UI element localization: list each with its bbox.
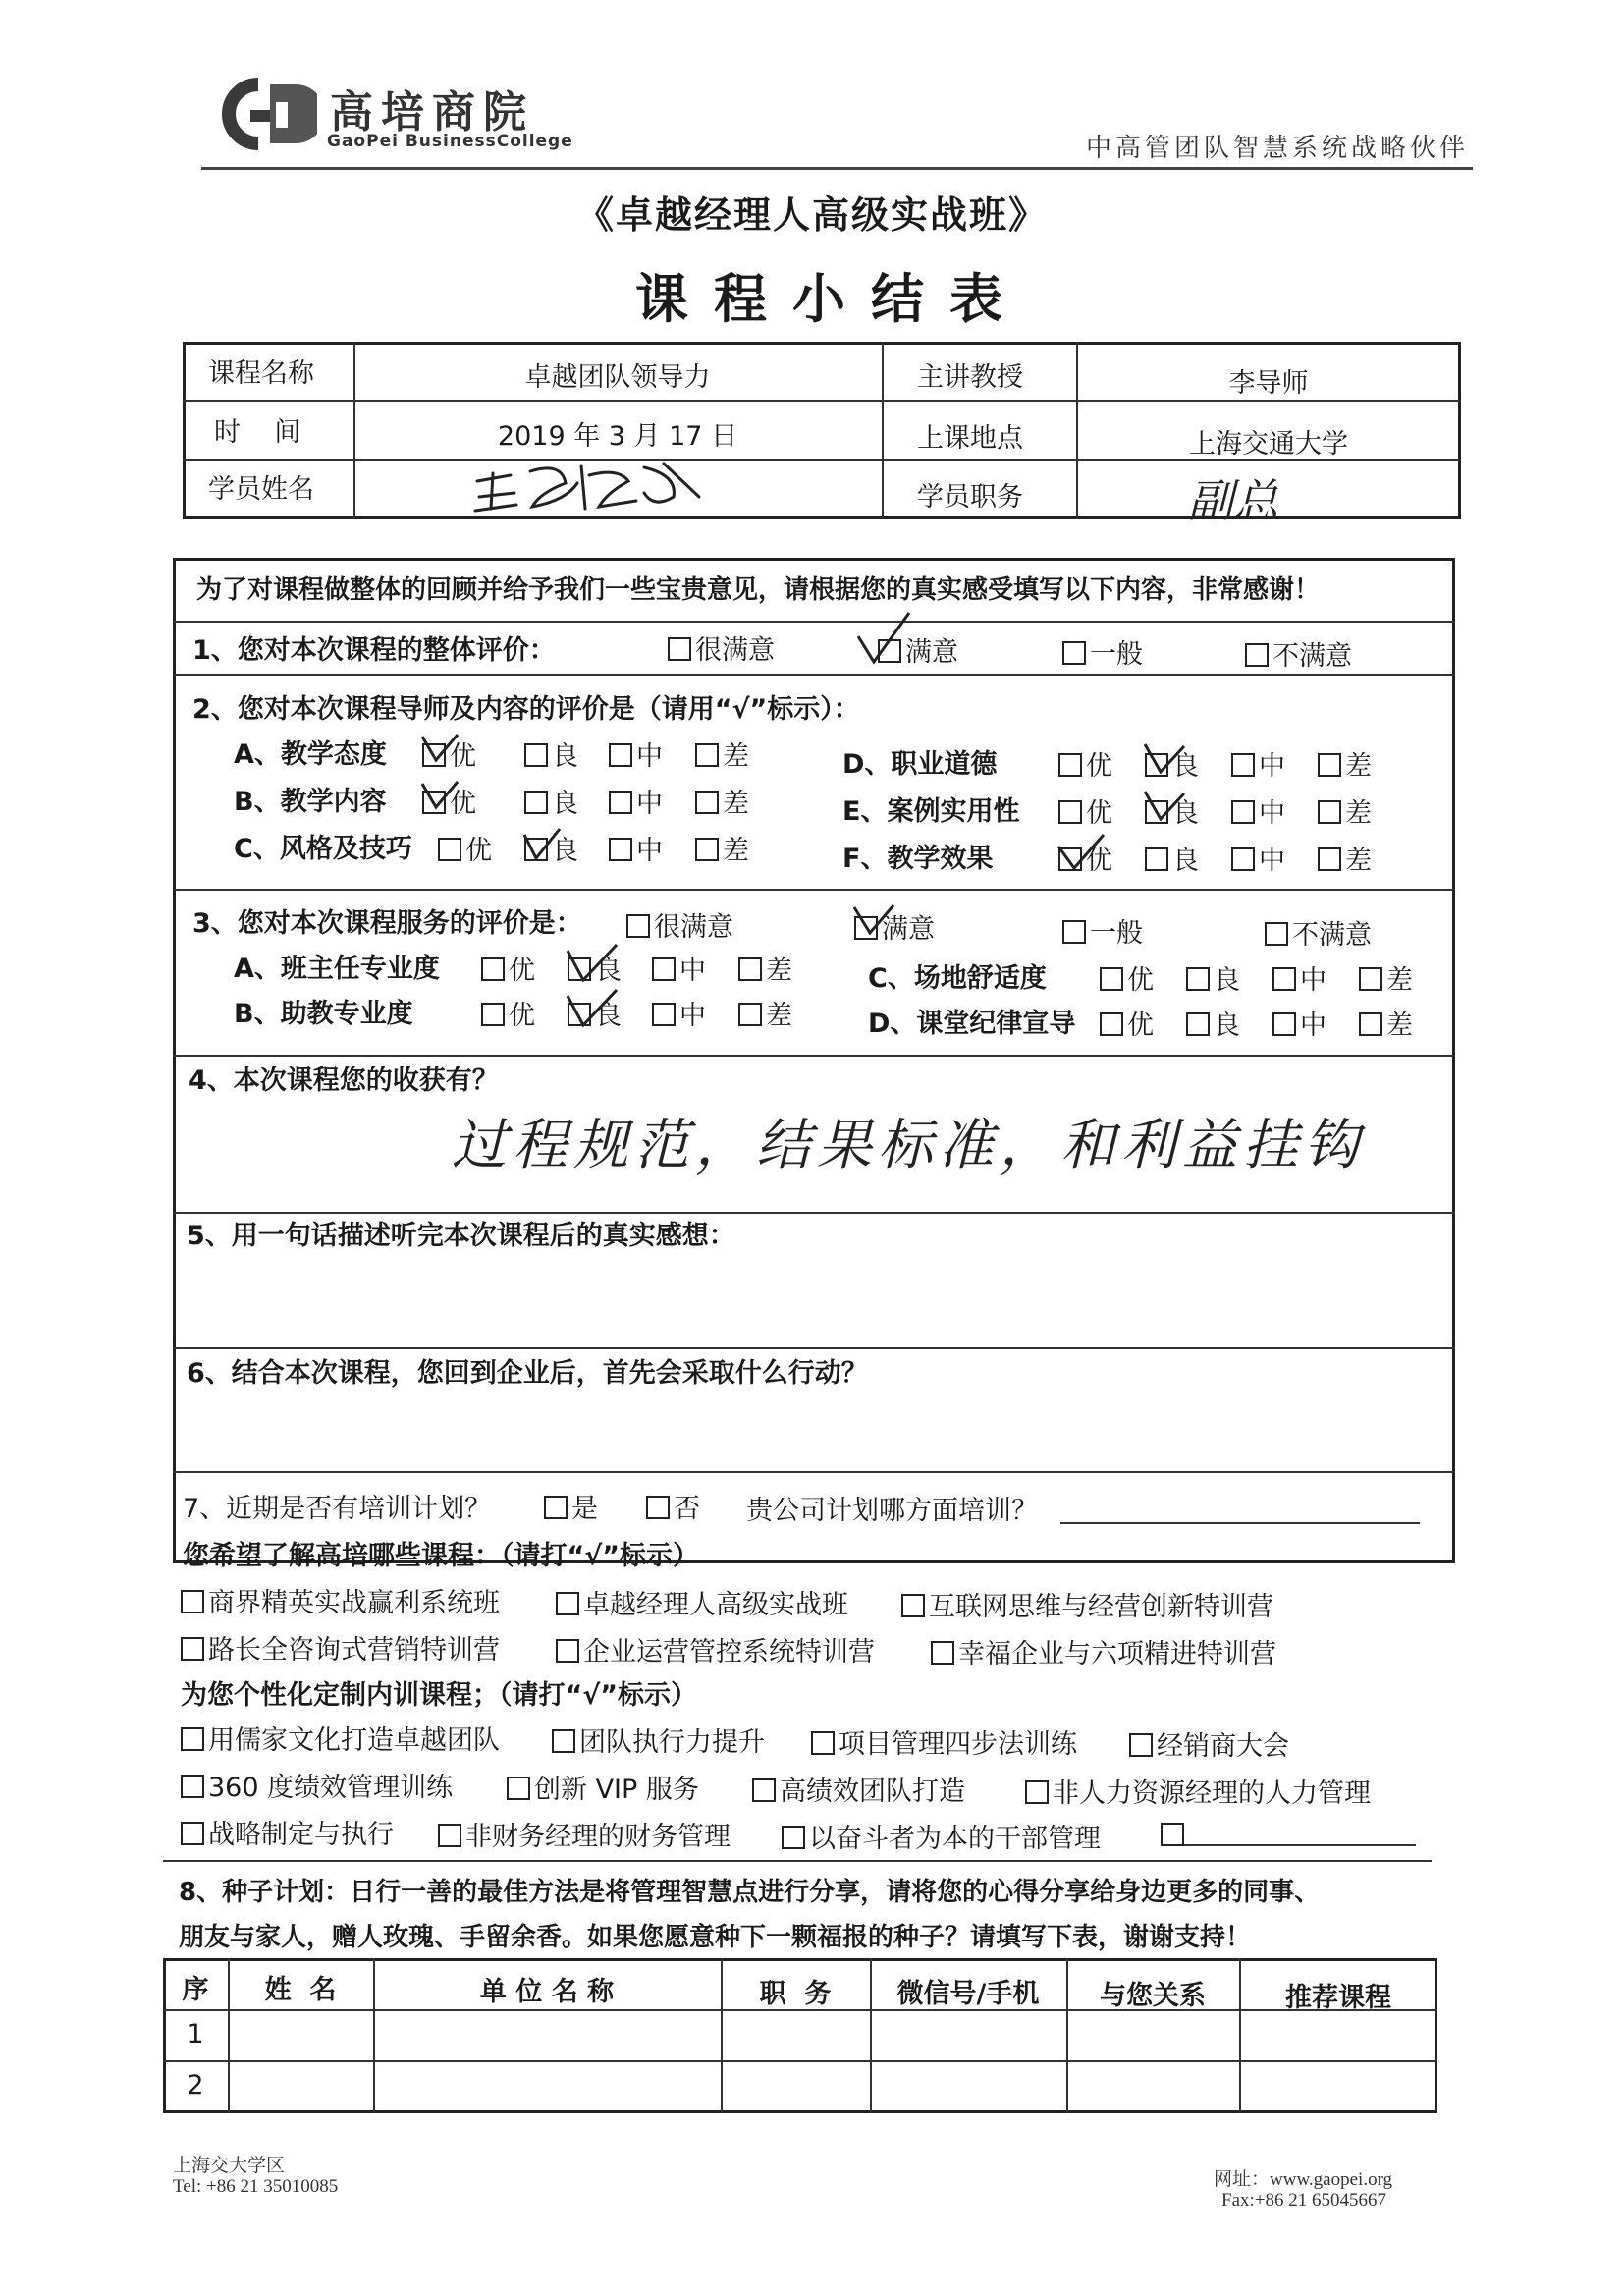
place-value[interactable]: 上海交通大学 bbox=[1189, 429, 1348, 460]
q8-text-line1: 8、种子计划：日行一善的最佳方法是将管理智慧点进行分享，请将您的心得分享给身边更多的同事、 bbox=[179, 1878, 1321, 1907]
referral-header-relation: 与您关系 bbox=[1100, 1981, 1206, 2011]
custom-course-option[interactable]: 非财务经理的财务管理 bbox=[438, 1815, 731, 1853]
q3-b-excellent[interactable]: 优 bbox=[481, 994, 535, 1032]
q2-label: 2、您对本次课程导师及内容的评价是（请用“√”标示）： bbox=[192, 694, 860, 725]
q3-d-fair[interactable]: 中 bbox=[1272, 1004, 1326, 1042]
custom-course-option[interactable]: 项目管理四步法训练 bbox=[811, 1722, 1077, 1761]
referral-header-course: 推荐课程 bbox=[1285, 1983, 1391, 2013]
q2-a-good[interactable]: 良 bbox=[524, 735, 578, 773]
custom-course-option[interactable]: 360 度绩效管理训练 bbox=[181, 1766, 453, 1804]
q3-b-poor[interactable]: 差 bbox=[738, 994, 792, 1032]
q2-b-excellent[interactable]: 优 bbox=[422, 782, 476, 820]
logo-english-name: GaoPei BusinessCollege bbox=[327, 132, 573, 151]
teacher-value[interactable]: 李导师 bbox=[1228, 368, 1309, 399]
q3-d-excellent[interactable]: 优 bbox=[1100, 1004, 1154, 1042]
q7-courses-label: 您希望了解高培哪些课程：（请打“√”标示） bbox=[183, 1541, 699, 1571]
section-divider bbox=[173, 889, 1455, 891]
course-option[interactable]: 卓越经理人高级实战班 bbox=[556, 1583, 848, 1621]
form-title: 《卓越经理人高级实战班》 bbox=[575, 193, 1048, 237]
section-divider bbox=[173, 621, 1455, 623]
q3-c-poor[interactable]: 差 bbox=[1359, 958, 1413, 997]
q5-label: 5、用一句话描述听完本次课程后的真实感想： bbox=[187, 1221, 735, 1251]
q3-item-d-label: D、课堂纪律宣导 bbox=[868, 1009, 1076, 1039]
section-divider bbox=[173, 1347, 1455, 1349]
section-divider bbox=[173, 1055, 1455, 1057]
q2-a-poor[interactable]: 差 bbox=[695, 735, 749, 773]
q1-option-average[interactable]: 一般 bbox=[1062, 632, 1143, 671]
header-slogan: 中高管团队智慧系统战略伙伴 bbox=[1085, 134, 1469, 163]
time-label: 时 间 bbox=[214, 417, 301, 448]
q3-option-satisfied[interactable]: 满意 bbox=[854, 907, 935, 946]
q4-label: 4、本次课程您的收获有？ bbox=[189, 1066, 499, 1096]
q3-c-fair[interactable]: 中 bbox=[1272, 958, 1326, 997]
check-mark-icon bbox=[852, 902, 895, 937]
course-option[interactable]: 路长全咨询式营销特训营 bbox=[181, 1628, 500, 1667]
q1-option-satisfied[interactable]: 满意 bbox=[878, 630, 958, 669]
student-name-label: 学员姓名 bbox=[208, 474, 314, 505]
teacher-label: 主讲教授 bbox=[917, 362, 1023, 393]
check-mark-icon bbox=[1056, 833, 1106, 872]
section-divider bbox=[173, 1471, 1455, 1473]
place-label: 上课地点 bbox=[917, 423, 1023, 454]
referral-header-contact: 微信号/手机 bbox=[896, 1979, 1040, 2009]
check-mark-icon bbox=[1143, 788, 1186, 823]
q7-no-option[interactable]: 否 bbox=[646, 1487, 700, 1525]
q2-a-fair[interactable]: 中 bbox=[609, 735, 663, 773]
q2-f-fair[interactable]: 中 bbox=[1231, 839, 1285, 877]
q1-label: 1、您对本次课程的整体评价： bbox=[192, 635, 556, 666]
q2-c-excellent[interactable]: 优 bbox=[438, 829, 492, 867]
q2-f-excellent[interactable]: 优 bbox=[1058, 839, 1112, 877]
q3-c-excellent[interactable]: 优 bbox=[1100, 958, 1154, 997]
q3-item-a-label: A、班主任专业度 bbox=[234, 954, 440, 984]
q3-b-good[interactable]: 良 bbox=[568, 994, 622, 1032]
q2-d-poor[interactable]: 差 bbox=[1318, 744, 1372, 783]
referral-row-divider bbox=[163, 2060, 1437, 2062]
q2-item-f-label: F、教学效果 bbox=[842, 844, 994, 874]
check-mark-icon bbox=[420, 778, 460, 813]
custom-course-option[interactable]: 用儒家文化打造卓越团队 bbox=[181, 1719, 500, 1757]
gaopei-logo-icon bbox=[201, 77, 317, 151]
referral-header-position: 职 务 bbox=[759, 1979, 832, 2009]
q3-b-fair[interactable]: 中 bbox=[652, 994, 706, 1032]
custom-course-option[interactable]: 经销商大会 bbox=[1129, 1724, 1289, 1763]
q7-custom-label: 为您个性化定制内训课程；（请打“√”标示） bbox=[181, 1680, 697, 1711]
survey-intro: 为了对课程做整体的回顾并给予我们一些宝贵意见，请根据您的真实感受填写以下内容，非常感谢！ bbox=[196, 575, 1321, 605]
info-row-divider bbox=[183, 400, 1461, 402]
q3-option-very-satisfied[interactable]: 很满意 bbox=[626, 905, 733, 944]
course-option[interactable]: 幸福企业与六项精进特训营 bbox=[931, 1632, 1276, 1670]
custom-course-option[interactable]: 团队执行力提升 bbox=[552, 1721, 765, 1759]
q2-d-fair[interactable]: 中 bbox=[1231, 744, 1285, 783]
q1-option-very-satisfied[interactable]: 很满意 bbox=[668, 629, 775, 667]
q2-c-poor[interactable]: 差 bbox=[695, 829, 749, 867]
position-value[interactable]: 副总 bbox=[1188, 474, 1278, 527]
q2-f-poor[interactable]: 差 bbox=[1318, 839, 1372, 877]
q2-item-b-label: B、教学内容 bbox=[234, 787, 387, 817]
q2-e-poor[interactable]: 差 bbox=[1318, 792, 1372, 830]
custom-course-option[interactable]: 高绩效团队打造 bbox=[752, 1770, 965, 1808]
q2-d-good[interactable]: 良 bbox=[1145, 744, 1199, 783]
q2-e-good[interactable]: 良 bbox=[1145, 792, 1199, 830]
referral-row-index: 2 bbox=[187, 2070, 204, 2101]
course-name-value[interactable]: 卓越团队领导力 bbox=[524, 362, 711, 393]
section-divider bbox=[163, 1860, 1432, 1862]
q3-d-good[interactable]: 良 bbox=[1186, 1004, 1240, 1042]
q3-a-good[interactable]: 良 bbox=[568, 949, 622, 987]
position-label: 学员职务 bbox=[917, 482, 1023, 513]
q3-option-unsatisfied[interactable]: 不满意 bbox=[1265, 913, 1372, 952]
q2-item-d-label: D、职业道德 bbox=[842, 749, 998, 780]
q2-item-e-label: E、案例实用性 bbox=[842, 796, 1020, 827]
check-mark-icon bbox=[566, 943, 619, 986]
course-option[interactable]: 互联网思维与经营创新特训营 bbox=[901, 1585, 1273, 1623]
referral-header-company: 单 位 名 称 bbox=[479, 1977, 615, 2007]
custom-course-other-input[interactable] bbox=[1184, 1844, 1416, 1846]
referral-row-index: 1 bbox=[187, 2019, 204, 2050]
q1-option-unsatisfied[interactable]: 不满意 bbox=[1245, 634, 1352, 673]
q2-item-c-label: C、风格及技巧 bbox=[234, 834, 412, 864]
check-mark-icon bbox=[522, 827, 562, 862]
q3-a-poor[interactable]: 差 bbox=[738, 949, 792, 987]
q3-item-b-label: B、助教专业度 bbox=[234, 999, 413, 1029]
q3-option-average[interactable]: 一般 bbox=[1062, 911, 1143, 950]
q2-e-fair[interactable]: 中 bbox=[1231, 792, 1285, 830]
q3-item-c-label: C、场地舒适度 bbox=[868, 963, 1047, 994]
student-signature[interactable] bbox=[471, 454, 707, 517]
q3-c-good[interactable]: 良 bbox=[1186, 958, 1240, 997]
q4-handwritten-answer[interactable]: 过程规范，结果标准，和利益挂钩 bbox=[452, 1114, 1365, 1177]
course-option[interactable]: 企业运营管控系统特训营 bbox=[556, 1630, 875, 1668]
q7-yes-option[interactable]: 是 bbox=[544, 1487, 598, 1525]
q2-b-poor[interactable]: 差 bbox=[695, 782, 749, 820]
custom-course-other-checkbox[interactable] bbox=[1161, 1823, 1184, 1846]
q7-which-input[interactable] bbox=[1060, 1522, 1420, 1524]
q2-b-good[interactable]: 良 bbox=[524, 782, 578, 820]
footer-website[interactable]: 网址：www.gaopei.org bbox=[1214, 2169, 1393, 2190]
custom-course-option[interactable]: 以奋斗者为本的干部管理 bbox=[782, 1817, 1101, 1855]
time-value[interactable]: 2019 年 3 月 17 日 bbox=[497, 421, 738, 452]
q3-label: 3、您对本次课程服务的评价是： bbox=[192, 908, 582, 939]
logo-chinese-name: 高培商院 bbox=[330, 87, 534, 137]
q2-f-good[interactable]: 良 bbox=[1145, 839, 1199, 877]
q2-c-good[interactable]: 良 bbox=[524, 829, 578, 867]
q8-text-line2: 朋友与家人，赠人玫瑰、手留余香。如果您愿意种下一颗福报的种子？请填写下表，谢谢支持！ bbox=[179, 1923, 1252, 1952]
check-mark-icon bbox=[566, 988, 619, 1031]
q2-a-excellent[interactable]: 优 bbox=[422, 735, 476, 773]
footer-fax: Fax:+86 21 65045667 bbox=[1221, 2190, 1386, 2211]
q3-d-poor[interactable]: 差 bbox=[1359, 1004, 1413, 1042]
footer-campus: 上海交大学区 bbox=[173, 2156, 286, 2176]
custom-course-option[interactable]: 创新 VIP 服务 bbox=[507, 1768, 699, 1806]
course-option[interactable]: 商界精英实战赢利系统班 bbox=[181, 1581, 500, 1619]
q3-a-excellent[interactable]: 优 bbox=[481, 949, 535, 987]
referral-header-index: 序 bbox=[182, 1975, 209, 2005]
footer-tel: Tel: +86 21 35010085 bbox=[173, 2176, 339, 2197]
q2-b-fair[interactable]: 中 bbox=[609, 782, 663, 820]
q6-label: 6、结合本次课程，您回到企业后，首先会采取什么行动？ bbox=[187, 1358, 868, 1389]
info-col-divider bbox=[882, 342, 884, 519]
custom-course-option[interactable]: 非人力资源经理的人力管理 bbox=[1025, 1772, 1371, 1810]
form-subtitle: 课程小结表 bbox=[635, 268, 1028, 330]
course-name-label: 课程名称 bbox=[208, 358, 314, 389]
q7-which-label: 贵公司计划哪方面培训？ bbox=[746, 1496, 1038, 1526]
q7-label: 7、近期是否有培训计划？ bbox=[183, 1494, 492, 1524]
check-mark-icon bbox=[854, 609, 913, 668]
check-mark-icon bbox=[420, 731, 460, 766]
q2-e-excellent[interactable]: 优 bbox=[1058, 792, 1112, 830]
q3-a-fair[interactable]: 中 bbox=[652, 949, 706, 987]
header-divider bbox=[201, 167, 1473, 170]
custom-course-option[interactable]: 战略制定与执行 bbox=[181, 1813, 394, 1851]
check-mark-icon bbox=[1143, 740, 1186, 776]
q2-d-excellent[interactable]: 优 bbox=[1058, 744, 1112, 783]
q2-c-fair[interactable]: 中 bbox=[609, 829, 663, 867]
referral-header-name: 姓 名 bbox=[264, 1975, 337, 2005]
q2-item-a-label: A、教学态度 bbox=[234, 739, 387, 770]
section-divider bbox=[173, 674, 1455, 676]
